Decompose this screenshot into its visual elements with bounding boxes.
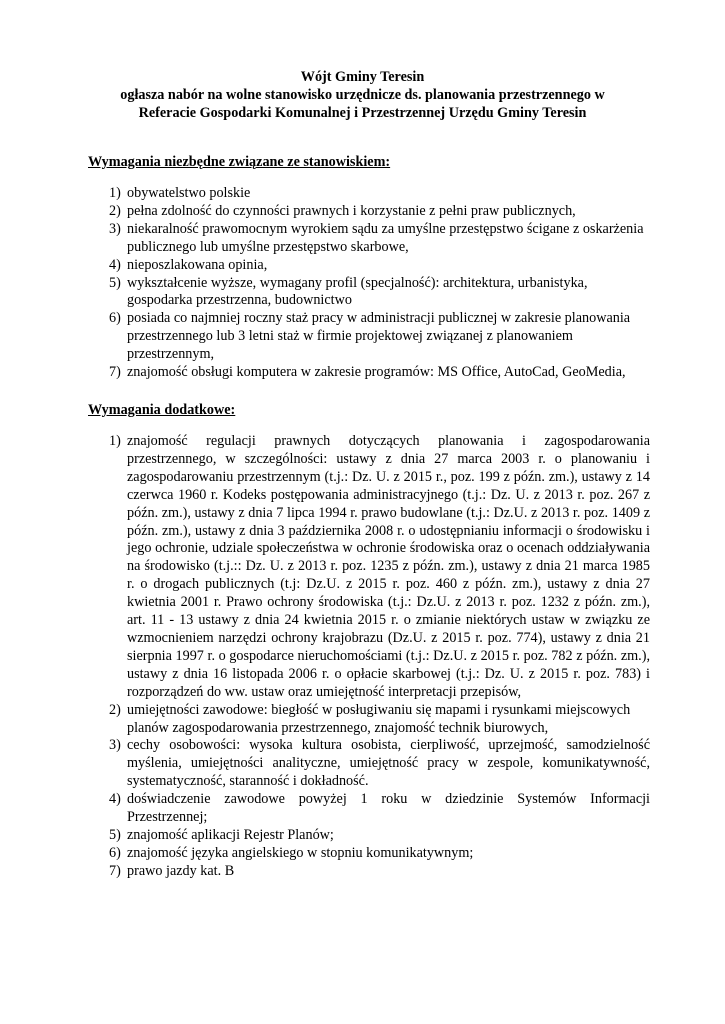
item-number: 6) bbox=[109, 844, 121, 861]
list-item bbox=[88, 221, 650, 257]
required-list bbox=[88, 185, 650, 382]
item-number: 2) bbox=[109, 701, 121, 718]
list-item bbox=[88, 737, 650, 791]
list-item bbox=[88, 275, 650, 311]
list-item bbox=[88, 791, 650, 827]
list-item bbox=[88, 863, 650, 881]
item-number: 6) bbox=[109, 310, 121, 327]
item-text: posiada co najmniej roczny staż pracy w administracji publicznej w zakresie planowania przestrzennego lub 3 letni staż w firmie projektowej związanej z planowaniem przestrzennym, bbox=[127, 310, 631, 363]
item-text: doświadczenie zawodowe powyżej 1 roku w dziedzinie Systemów Informacji Przestrzennej; bbox=[127, 791, 650, 826]
required-section-title: Wymagania niezbędne związane ze stanowiskiem: bbox=[88, 154, 391, 170]
item-text: obywatelstwo polskie bbox=[127, 185, 251, 201]
item-text: znajomość aplikacji Rejestr Planów; bbox=[127, 826, 334, 843]
list-item bbox=[88, 203, 650, 221]
item-text: pełna zdolność do czynności prawnych i korzystanie z pełni praw publicznych, bbox=[127, 202, 576, 219]
list-item bbox=[88, 702, 650, 738]
item-number: 7) bbox=[109, 862, 121, 879]
list-item bbox=[88, 185, 650, 203]
item-number: 4) bbox=[109, 256, 121, 273]
item-number: 7) bbox=[109, 364, 121, 381]
item-number: 1) bbox=[109, 433, 121, 449]
item-number: 2) bbox=[109, 202, 121, 219]
list-item bbox=[88, 364, 650, 382]
item-text: cechy osobowości: wysoka kultura osobista, cierpliwość, uprzejmość, samodzielność myślenia, umiejętności analityczne, umiejętność pracy w zespole, komunikatywność, systematyczność, staranność i dokładność. bbox=[127, 737, 650, 790]
header-line-2: ogłasza nabór na wolne stanowisko urzędnicze ds. planowania przestrzennego w bbox=[120, 87, 605, 103]
item-text: nieposzlakowana opinia, bbox=[127, 256, 268, 273]
item-number: 5) bbox=[109, 826, 121, 843]
header-line-1: Wójt Gminy Teresin bbox=[300, 69, 425, 85]
item-number: 1) bbox=[109, 185, 121, 201]
list-item bbox=[88, 845, 650, 863]
list-item bbox=[88, 257, 650, 275]
item-number: 3) bbox=[109, 220, 121, 237]
item-number: 3) bbox=[109, 737, 121, 754]
list-item bbox=[88, 433, 650, 702]
item-text: znajomość obsługi komputera w zakresie programów: MS Office, AutoCad, GeoMedia, bbox=[127, 364, 626, 381]
item-text: niekaralność prawomocnym wyrokiem sądu za umyślne przestępstwo ścigane z oskarżenia publicznego lub umyślne przestępstwo skarbowe, bbox=[127, 220, 644, 255]
item-text: wykształcenie wyższe, wymagany profil (specjalność): architektura, urbanistyka, gospodarka przestrzenna, budownictwo bbox=[127, 274, 588, 309]
item-text: umiejętności zawodowe: biegłość w posługiwaniu się mapami i rysunkami miejscowych planów zagospodarowania przestrzennego, znajomość technik biurowych, bbox=[127, 701, 631, 736]
additional-list bbox=[88, 433, 650, 881]
item-text: znajomość języka angielskiego w stopniu komunikatywnym; bbox=[127, 844, 474, 861]
item-number: 4) bbox=[109, 791, 121, 808]
header-line-3: Referacie Gospodarki Komunalnej i Przestrzennej Urzędu Gminy Teresin bbox=[138, 105, 587, 121]
item-text: prawo jazdy kat. B bbox=[127, 862, 235, 879]
list-item bbox=[88, 827, 650, 845]
additional-section-title: Wymagania dodatkowe: bbox=[88, 402, 236, 418]
announcement-header bbox=[0, 68, 725, 122]
list-item bbox=[88, 310, 650, 364]
item-number: 5) bbox=[109, 274, 121, 291]
item-text: znajomość regulacji prawnych dotyczących planowania i zagospodarowania przestrzennego, w szczególności: ustawy z dnia 27 marca 2003 r. o planowaniu i zagospodarowaniu przestrzennym (t.j.: Dz. U. z 2015 r., poz. 199 z późn. zm.), ustawy z 14 czerwca 1960 r. Kodeks postępowania administracyjnego (t.j.: Dz. U. z 2013 r. poz. 267 z późn. zm.), ustawy z dnia 7 lipca 1994 r. prawo budowlane (t.j.: Dz.U. z 2013 r. poz. 1409 z późn. zm.), ustawy z dnia 3 października 2008 r. o udostępnianiu informacji o środowisku i jego ochronie, udziale społeczeństwa w ochronie środowiska oraz o ocenach oddziaływania na środowisko (t.j.:: Dz. U. z 2013 r. poz. 1235 z późn. zm.), ustawy z dnia 21 marca 1985 r. o drogach publicznych (t.j: Dz.U. z 2015 r. poz. 460 z późn. zm.), ustawy z dnia 27 kwietnia 2001 r. Prawo ochrony środowiska (t.j.: Dz.U. z 2013 r. poz. 1232 z późn. zm.), art. 11 - 13 ustawy z dnia 24 kwietnia 2015 r. o zmianie niektórych ustaw w związku ze wzmocnieniem narzędzi ochrony krajobrazu (Dz.U. z 2015 r. poz. 774), ustawy z dnia 21 sierpnia 1997 r. o gospodarce nieruchomościami (t.j.: Dz.U. z 2015 r. poz. 782 z późn. zm.), ustawy z dnia 16 listopada 2006 r. o opłacie skarbowej (t.j.: Dz. U. z 2015 r. poz. 783) i rozporządzeń do ww. ustaw oraz umiejętność interpretacji przepisów, bbox=[127, 433, 650, 700]
